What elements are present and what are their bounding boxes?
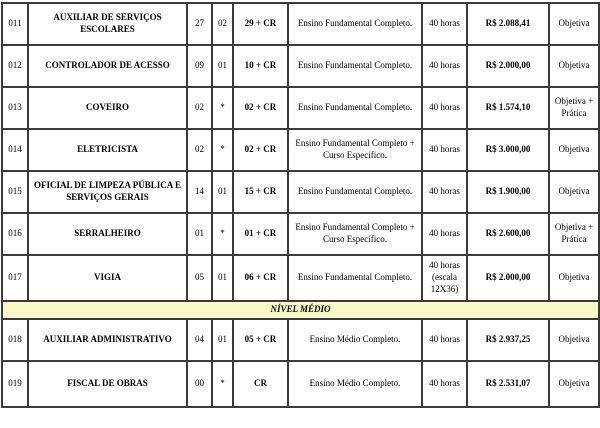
cell-requirement: Ensino Fundamental Completo. xyxy=(288,87,422,129)
cell-salary: R$ 2.000,00 xyxy=(467,45,549,87)
cell-vacancies-broad: 04 xyxy=(187,319,212,361)
cell-salary: R$ 2.000,00 xyxy=(467,255,549,301)
cell-test-type: Objetiva xyxy=(549,45,599,87)
cell-vacancies-pcd: 01 xyxy=(212,45,233,87)
cell-test-type: Objetiva xyxy=(549,171,599,213)
cell-position-name: CONTROLADOR DE ACESSO xyxy=(28,45,187,87)
cell-vacancies-broad: 02 xyxy=(187,87,212,129)
cell-vacancies-broad: 09 xyxy=(187,45,212,87)
cell-position-name: FISCAL DE OBRAS xyxy=(28,361,187,407)
cell-position-code: 012 xyxy=(2,45,28,87)
table-row xyxy=(2,213,599,255)
table-row xyxy=(2,255,599,301)
cell-vacancies-pcd: 01 xyxy=(212,255,233,301)
cell-position-code: 018 xyxy=(2,319,28,361)
cell-vacancies-broad: 01 xyxy=(187,213,212,255)
cell-vacancies-pcd: * xyxy=(212,361,233,407)
cell-position-code: 014 xyxy=(2,129,28,171)
cell-test-type: Objetiva xyxy=(549,319,599,361)
table-row xyxy=(2,45,599,87)
cell-vacancies-pcd: 01 xyxy=(212,319,233,361)
cell-workload: 40 horas xyxy=(422,3,467,45)
cell-vacancies-total: 29 + CR xyxy=(233,3,288,45)
table-row xyxy=(2,319,599,361)
cell-workload: 40 horas xyxy=(422,361,467,407)
cell-salary: R$ 3.000,00 xyxy=(467,129,549,171)
cell-position-name: COVEIRO xyxy=(28,87,187,129)
cell-position-code: 011 xyxy=(2,3,28,45)
table-row xyxy=(2,171,599,213)
cell-vacancies-total: 15 + CR xyxy=(233,171,288,213)
cell-vacancies-broad: 27 xyxy=(187,3,212,45)
vacancies-table xyxy=(1,2,600,408)
cell-test-type: Objetiva xyxy=(549,129,599,171)
cell-vacancies-pcd: * xyxy=(212,213,233,255)
cell-position-name: OFICIAL DE LIMPEZA PÚBLICA E SERVIÇOS GERAIS xyxy=(28,171,187,213)
cell-test-type: Objetiva xyxy=(549,255,599,301)
cell-vacancies-total: CR xyxy=(233,361,288,407)
cell-position-name: VIGIA xyxy=(28,255,187,301)
table-row xyxy=(2,361,599,407)
cell-vacancies-pcd: * xyxy=(212,129,233,171)
cell-workload: 40 horas (escala 12X36) xyxy=(422,255,467,301)
cell-workload: 40 horas xyxy=(422,319,467,361)
cell-requirement: Ensino Médio Completo. xyxy=(288,361,422,407)
cell-salary: R$ 2.088,41 xyxy=(467,3,549,45)
cell-requirement: Ensino Fundamental Completo + Curso Específico. xyxy=(288,129,422,171)
cell-vacancies-total: 02 + CR xyxy=(233,129,288,171)
cell-vacancies-total: 05 + CR xyxy=(233,319,288,361)
cell-requirement: Ensino Fundamental Completo. xyxy=(288,171,422,213)
table-row xyxy=(2,87,599,129)
cell-vacancies-broad: 14 xyxy=(187,171,212,213)
cell-requirement: Ensino Fundamental Completo. xyxy=(288,3,422,45)
cell-vacancies-total: 01 + CR xyxy=(233,213,288,255)
cell-requirement: Ensino Médio Completo. xyxy=(288,319,422,361)
cell-test-type: Objetiva + Prática xyxy=(549,213,599,255)
cell-vacancies-total: 06 + CR xyxy=(233,255,288,301)
cell-position-code: 013 xyxy=(2,87,28,129)
table-body xyxy=(2,3,599,407)
cell-position-code: 017 xyxy=(2,255,28,301)
cell-salary: R$ 1.574,10 xyxy=(467,87,549,129)
cell-position-name: SERRALHEIRO xyxy=(28,213,187,255)
cell-vacancies-pcd: * xyxy=(212,87,233,129)
cell-workload: 40 horas xyxy=(422,171,467,213)
cell-requirement: Ensino Fundamental Completo. xyxy=(288,255,422,301)
table-row xyxy=(2,3,599,45)
cell-test-type: Objetiva xyxy=(549,361,599,407)
section-header-label: NÍVEL MÉDIO xyxy=(2,301,599,319)
table-row xyxy=(2,129,599,171)
cell-workload: 40 horas xyxy=(422,45,467,87)
cell-requirement: Ensino Fundamental Completo. xyxy=(288,45,422,87)
cell-salary: R$ 2.531,07 xyxy=(467,361,549,407)
cell-position-code: 015 xyxy=(2,171,28,213)
cell-position-name: ELETRICISTA xyxy=(28,129,187,171)
cell-vacancies-broad: 00 xyxy=(187,361,212,407)
cell-requirement: Ensino Fundamental Completo + Curso Específico. xyxy=(288,213,422,255)
cell-position-name: AUXILIAR DE SERVIÇOS ESCOLARES xyxy=(28,3,187,45)
cell-vacancies-broad: 05 xyxy=(187,255,212,301)
cell-test-type: Objetiva + Prática xyxy=(549,87,599,129)
cell-vacancies-total: 10 + CR xyxy=(233,45,288,87)
cell-vacancies-broad: 02 xyxy=(187,129,212,171)
cell-position-code: 016 xyxy=(2,213,28,255)
cell-position-code: 019 xyxy=(2,361,28,407)
cell-salary: R$ 2.600,00 xyxy=(467,213,549,255)
cell-workload: 40 horas xyxy=(422,87,467,129)
cell-salary: R$ 2.937,25 xyxy=(467,319,549,361)
cell-vacancies-pcd: 02 xyxy=(212,3,233,45)
cell-position-name: AUXILIAR ADMINISTRATIVO xyxy=(28,319,187,361)
cell-test-type: Objetiva xyxy=(549,3,599,45)
cell-salary: R$ 1.900,00 xyxy=(467,171,549,213)
section-header-row xyxy=(2,301,599,319)
cell-workload: 40 horas xyxy=(422,129,467,171)
cell-vacancies-total: 02 + CR xyxy=(233,87,288,129)
cell-vacancies-pcd: 01 xyxy=(212,171,233,213)
cell-workload: 40 horas xyxy=(422,213,467,255)
